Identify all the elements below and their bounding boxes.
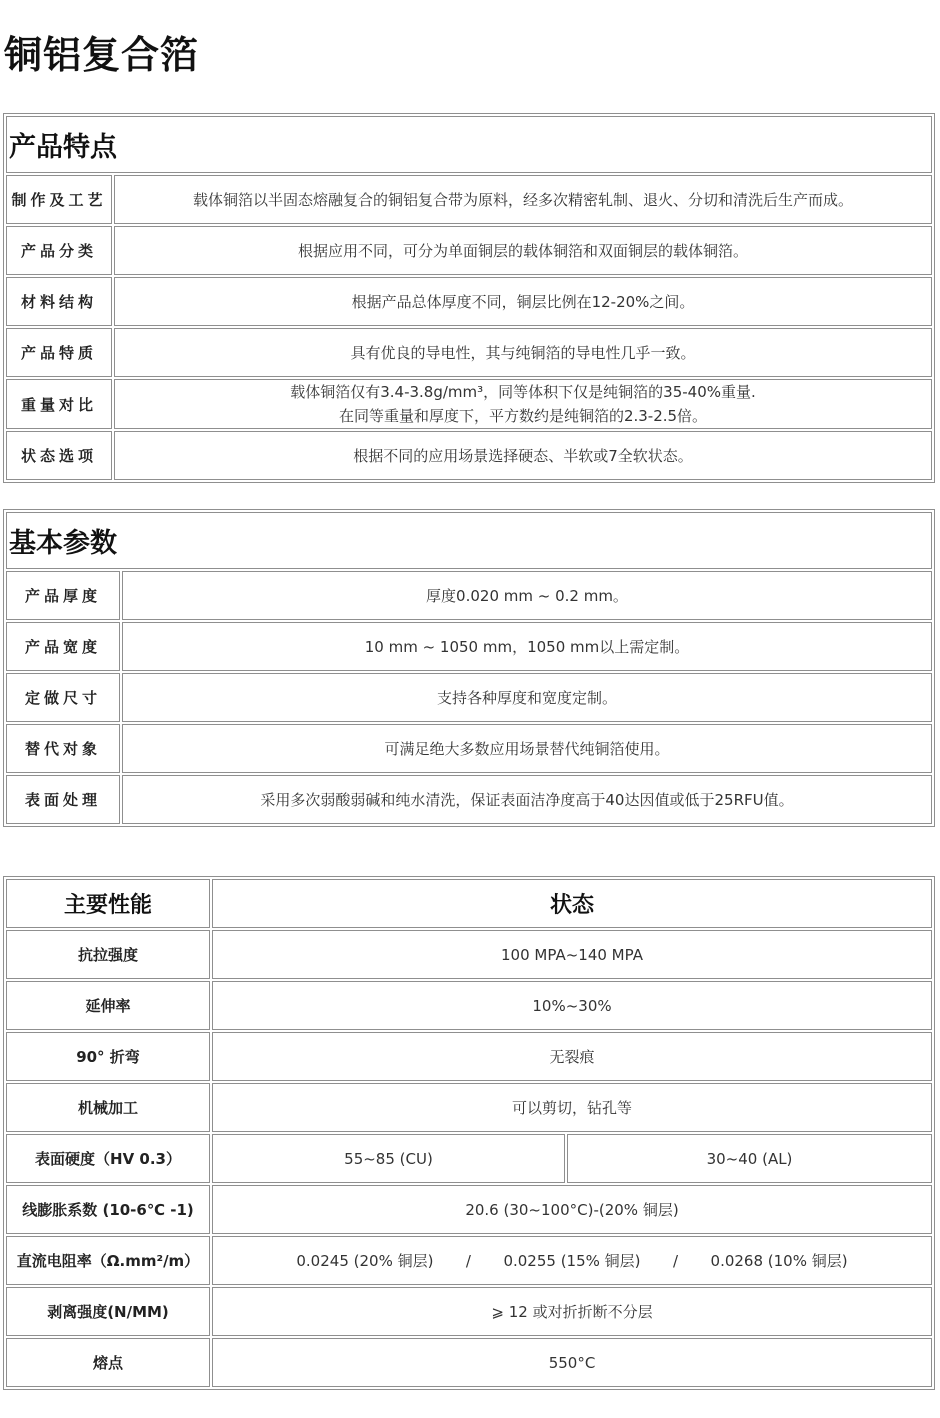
table-row [6,226,932,275]
row-label: 机械加工 [6,1083,210,1132]
row-label: 定做尺寸 [6,673,120,722]
row-value: 根据不同的应用场景选择硬态、半软或7全软状态。 [114,431,932,480]
row-value: 可以剪切，钻孔等 [212,1083,932,1132]
row-label: 表面硬度（HV 0.3） [6,1134,210,1183]
table-row [6,1185,932,1234]
row-label: 线膨胀系数 (10-6℃ -1) [6,1185,210,1234]
row-label: 抗拉强度 [6,930,210,979]
row-value: 具有优良的导电性，其与纯铜箔的导电性几乎一致。 [114,328,932,377]
features-table [3,113,935,483]
separator: / [465,1252,471,1270]
row-value: 厚度0.020 mm ~ 0.2 mm。 [122,571,932,620]
row-label: 产品分类 [6,226,112,275]
table-row [6,175,932,224]
row-value-line1: 载体铜箔仅有3.4-3.8g/mm³，同等体积下仅是纯铜箔的35-40%重量. [290,383,756,401]
row-value: 可满足绝大多数应用场景替代纯铜箔使用。 [122,724,932,773]
header-status: 状态 [212,879,932,928]
table-row [6,622,932,671]
table-row [6,571,932,620]
table-row [6,431,932,480]
resistivity-20: 0.0245 (20% 铜层) [296,1252,434,1270]
resistivity-10: 0.0268 (10% 铜层) [710,1252,848,1270]
row-value: 支持各种厚度和宽度定制。 [122,673,932,722]
header-performance: 主要性能 [6,879,210,928]
row-value: 10%~30% [212,981,932,1030]
row-value: 根据应用不同，可分为单面铜层的载体铜箔和双面铜层的载体铜箔。 [114,226,932,275]
row-label: 产品特质 [6,328,112,377]
table-row [6,775,932,824]
table-row [6,1287,932,1336]
table-row [6,930,932,979]
params-table [3,509,935,827]
row-label: 直流电阻率（Ω.mm²/m） [6,1236,210,1285]
table-row [6,379,932,429]
row-value: ⩾ 12 或对折折断不分层 [212,1287,932,1336]
row-value: 根据产品总体厚度不同，铜层比例在12-20%之间。 [114,277,932,326]
row-value-line2: 在同等重量和厚度下，平方数约是纯铜箔的2.3-2.5倍。 [338,407,708,425]
separator: / [673,1252,679,1270]
row-label: 剥离强度(N/MM) [6,1287,210,1336]
row-label: 产品厚度 [6,571,120,620]
row-value: 10 mm ~ 1050 mm，1050 mm以上需定制。 [122,622,932,671]
table-row [6,328,932,377]
row-label: 制作及工艺 [6,175,112,224]
performance-table [3,876,935,1390]
params-title: 基本参数 [6,512,932,569]
page-title: 铜铝复合箔 [4,33,200,77]
table-row [6,1134,932,1183]
table-row [6,1083,932,1132]
features-title: 产品特点 [6,116,932,173]
row-value-cu: 55~85 (CU) [212,1134,565,1183]
row-value: 无裂痕 [212,1032,932,1081]
table-row [6,1338,932,1387]
row-label: 熔点 [6,1338,210,1387]
row-value: 采用多次弱酸弱碱和纯水清洗，保证表面洁净度高于40达因值或低于25RFU值。 [122,775,932,824]
resistivity-15: 0.0255 (15% 铜层) [503,1252,641,1270]
table-row [6,1236,932,1285]
row-label: 重量对比 [6,379,112,429]
row-value: 100 MPA~140 MPA [212,930,932,979]
table-row [6,277,932,326]
table-row [6,724,932,773]
table-row [6,1032,932,1081]
row-label: 90° 折弯 [6,1032,210,1081]
row-label: 状态选项 [6,431,112,480]
row-label: 替代对象 [6,724,120,773]
row-value: 载体铜箔以半固态熔融复合的铜铝复合带为原料，经多次精密轧制、退火、分切和清洗后生产而成。 [114,175,932,224]
row-value: 20.6 (30~100°C)-(20% 铜层) [212,1185,932,1234]
row-label: 表面处理 [6,775,120,824]
table-row [6,673,932,722]
row-value: 550°C [212,1338,932,1387]
row-label: 产品宽度 [6,622,120,671]
row-value-al: 30~40 (AL) [567,1134,932,1183]
row-label: 材料结构 [6,277,112,326]
row-value [212,1236,932,1285]
table-row [6,981,932,1030]
row-label: 延伸率 [6,981,210,1030]
row-value [114,379,932,429]
